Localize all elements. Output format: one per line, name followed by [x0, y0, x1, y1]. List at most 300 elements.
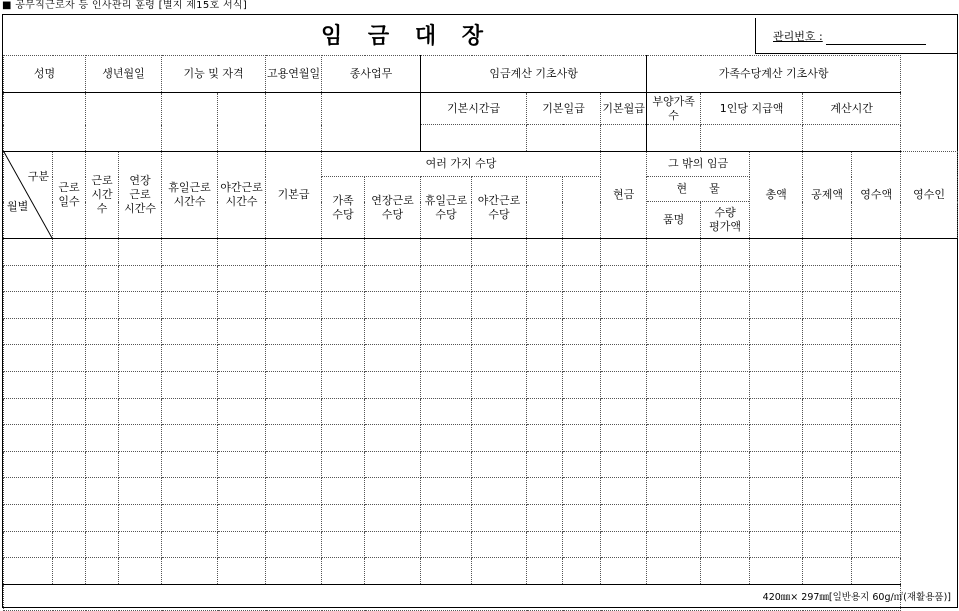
ledger-cell[interactable] — [701, 478, 750, 505]
ledger-cell[interactable] — [803, 292, 852, 319]
ledger-cell[interactable] — [4, 504, 53, 531]
ledger-cell[interactable] — [53, 425, 86, 452]
ledger-cell[interactable] — [750, 265, 803, 292]
ledger-cell[interactable] — [365, 558, 421, 585]
table-row — [4, 531, 958, 558]
ledger-cell[interactable] — [119, 451, 162, 478]
table-row — [4, 451, 958, 478]
ledger-cell[interactable] — [563, 398, 601, 425]
ledger-cell[interactable] — [266, 425, 322, 452]
ledger-cell[interactable] — [119, 398, 162, 425]
form-note: ■ 공무직근로자 등 인사관리 훈령 [별지 제15호 서식] — [2, 0, 248, 11]
ledger-cell[interactable] — [365, 504, 421, 531]
ledger-cell[interactable] — [4, 398, 53, 425]
ledger-cell[interactable] — [472, 558, 527, 585]
ledger-cell[interactable] — [563, 425, 601, 452]
ledger-cell[interactable] — [162, 504, 218, 531]
paper-spec-footer: 420㎜× 297㎜[일반용지 60g/㎡(재활용품)] — [762, 592, 951, 603]
ledger-cell[interactable] — [53, 504, 86, 531]
ledger-cell[interactable] — [421, 292, 472, 319]
ledger-cell[interactable] — [162, 318, 218, 345]
header-wage-basis: 임금계산 기초사항 — [421, 56, 647, 93]
ledger-cell[interactable] — [421, 345, 472, 372]
ledger-cell[interactable] — [563, 371, 601, 398]
ledger-cell[interactable] — [601, 478, 647, 505]
ledger-cell[interactable] — [852, 292, 901, 319]
ledger-cell[interactable] — [119, 531, 162, 558]
ledger-cell[interactable] — [647, 451, 701, 478]
ledger-cell[interactable] — [218, 345, 266, 372]
ledger-cell[interactable] — [803, 345, 852, 372]
ledger-cell[interactable] — [365, 398, 421, 425]
ledger-cell[interactable] — [852, 265, 901, 292]
ledger-cell[interactable] — [563, 504, 601, 531]
ledger-cell[interactable] — [421, 451, 472, 478]
ledger-cell[interactable] — [527, 292, 563, 319]
ledger-cell[interactable] — [162, 531, 218, 558]
ledger-cell[interactable] — [803, 318, 852, 345]
ledger-cell[interactable] — [750, 318, 803, 345]
ledger-cell[interactable] — [701, 239, 750, 266]
ledger-cell[interactable] — [4, 318, 53, 345]
ledger-cell[interactable] — [365, 451, 421, 478]
ledger-cell[interactable] — [563, 318, 601, 345]
ledger-cell[interactable] — [472, 478, 527, 505]
header-job: 종사업무 — [322, 56, 421, 93]
ledger-cell[interactable] — [86, 425, 119, 452]
ledger-cell[interactable] — [472, 345, 527, 372]
ledger-cell[interactable] — [701, 265, 750, 292]
ledger-cell[interactable] — [803, 558, 852, 585]
ledger-cell[interactable] — [852, 239, 901, 266]
ledger-cell[interactable] — [472, 265, 527, 292]
ledger-cell[interactable] — [4, 478, 53, 505]
ledger-cell[interactable] — [647, 345, 701, 372]
ledger-cell[interactable] — [647, 318, 701, 345]
ledger-cell[interactable] — [601, 558, 647, 585]
ledger-cell[interactable] — [53, 239, 86, 266]
ledger-cell[interactable] — [852, 318, 901, 345]
ledger-cell[interactable] — [647, 531, 701, 558]
ledger-cell[interactable] — [162, 265, 218, 292]
ledger-cell[interactable] — [601, 425, 647, 452]
table-row — [4, 504, 958, 531]
ledger-cell[interactable] — [322, 345, 365, 372]
ledger-cell[interactable] — [601, 398, 647, 425]
header-name: 성명 — [4, 56, 86, 93]
ledger-cell[interactable] — [421, 398, 472, 425]
ledger-cell[interactable] — [647, 425, 701, 452]
ledger-cell[interactable] — [162, 558, 218, 585]
ledger-cell[interactable] — [472, 425, 527, 452]
ledger-cell[interactable] — [563, 265, 601, 292]
ledger-cell[interactable] — [322, 504, 365, 531]
ledger-cell[interactable] — [803, 504, 852, 531]
table-row — [4, 345, 958, 372]
ledger-cell[interactable] — [601, 371, 647, 398]
ledger-cell[interactable] — [4, 558, 53, 585]
ledger-cell[interactable] — [266, 371, 322, 398]
ledger-cell[interactable] — [322, 371, 365, 398]
ledger-cell[interactable] — [266, 345, 322, 372]
ledger-cell[interactable] — [4, 345, 53, 372]
header-night-allowance: 야간근로 수당 — [472, 177, 527, 239]
ledger-cell[interactable] — [421, 558, 472, 585]
ledger-cell[interactable] — [86, 265, 119, 292]
ledger-cell[interactable] — [601, 239, 647, 266]
management-number-blank — [826, 44, 926, 45]
ledger-cell[interactable] — [701, 292, 750, 319]
ledger-cell[interactable] — [53, 345, 86, 372]
table-row — [4, 371, 958, 398]
header-holiday-allowance: 휴일근로 수당 — [421, 177, 472, 239]
ledger-cell[interactable] — [852, 504, 901, 531]
ledger-cell[interactable] — [527, 318, 563, 345]
ledger-cell[interactable] — [218, 239, 266, 266]
ledger-cell[interactable] — [86, 398, 119, 425]
ledger-cell[interactable] — [365, 318, 421, 345]
ledger-cell[interactable] — [162, 451, 218, 478]
header-item-name: 품명 — [647, 202, 701, 239]
header-dependents: 부양가족수 — [647, 93, 701, 125]
ledger-cell[interactable] — [322, 558, 365, 585]
ledger-cell[interactable] — [266, 504, 322, 531]
ledger-cell[interactable] — [527, 558, 563, 585]
ledger-cell[interactable] — [322, 398, 365, 425]
table-row — [4, 265, 958, 292]
ledger-cell[interactable] — [750, 531, 803, 558]
ledger-cell[interactable] — [218, 504, 266, 531]
ledger-cell[interactable] — [647, 478, 701, 505]
ledger-cell[interactable] — [218, 292, 266, 319]
diagonal-line — [4, 152, 52, 238]
table-row — [4, 478, 958, 505]
header-total: 총액 — [750, 152, 803, 239]
ledger-cell[interactable] — [647, 558, 701, 585]
ledger-cell[interactable] — [647, 292, 701, 319]
header-monthly: 월별 — [7, 200, 29, 213]
ledger-cell[interactable] — [86, 371, 119, 398]
ledger-cell[interactable] — [527, 345, 563, 372]
ledger-cell[interactable] — [647, 239, 701, 266]
ledger-cell[interactable] — [852, 425, 901, 452]
ledger-cell[interactable] — [472, 371, 527, 398]
ledger-cell[interactable] — [527, 451, 563, 478]
ledger-cell[interactable] — [852, 398, 901, 425]
ledger-cell[interactable] — [53, 265, 86, 292]
ledger-cell[interactable] — [750, 292, 803, 319]
ledger-cell[interactable] — [803, 239, 852, 266]
ledger-cell[interactable] — [472, 398, 527, 425]
ledger-cell[interactable] — [119, 478, 162, 505]
ledger-cell[interactable] — [803, 398, 852, 425]
ledger-cell[interactable] — [472, 504, 527, 531]
ledger-cell[interactable] — [701, 558, 750, 585]
header-allowances: 여러 가지 수당 — [322, 152, 601, 177]
ledger-cell[interactable] — [266, 292, 322, 319]
ledger-cell[interactable] — [421, 478, 472, 505]
header-work-hours: 근로 시간 수 — [86, 152, 119, 239]
header-per-person: 1인당 지급액 — [701, 93, 803, 125]
ledger-cell[interactable] — [527, 478, 563, 505]
table-row — [4, 398, 958, 425]
ledger-cell[interactable] — [119, 239, 162, 266]
ledger-cell[interactable] — [218, 265, 266, 292]
ledger-cell[interactable] — [472, 451, 527, 478]
ledger-cell[interactable] — [119, 558, 162, 585]
ledger-cell[interactable] — [701, 451, 750, 478]
ledger-cell[interactable] — [563, 558, 601, 585]
ledger-cell[interactable] — [563, 292, 601, 319]
ledger-cell[interactable] — [750, 478, 803, 505]
ledger-cell[interactable] — [365, 265, 421, 292]
ledger-cell[interactable] — [852, 478, 901, 505]
ledger-cell[interactable] — [527, 265, 563, 292]
ledger-cell[interactable] — [472, 318, 527, 345]
ledger-cell[interactable] — [218, 558, 266, 585]
ledger-cell[interactable] — [365, 478, 421, 505]
table-row — [4, 292, 958, 319]
management-number-box — [755, 18, 957, 54]
ledger-cell[interactable] — [4, 531, 53, 558]
header-receiver: 영수인 — [901, 152, 958, 239]
ledger-cell[interactable] — [86, 239, 119, 266]
header-base-hourly: 기본시간급 — [421, 93, 527, 125]
ledger-cell[interactable] — [803, 265, 852, 292]
ledger-cell[interactable] — [365, 345, 421, 372]
ledger-cell[interactable] — [852, 345, 901, 372]
ledger-cell[interactable] — [601, 451, 647, 478]
ledger-cell[interactable] — [563, 451, 601, 478]
ledger-cell[interactable] — [53, 478, 86, 505]
ledger-cell[interactable] — [365, 371, 421, 398]
ledger-cell[interactable] — [701, 371, 750, 398]
ledger-cell[interactable] — [750, 558, 803, 585]
header-skill: 기능 및 자격 — [162, 56, 266, 93]
ledger-cell[interactable] — [119, 292, 162, 319]
ledger-cell[interactable] — [803, 531, 852, 558]
ledger-cell[interactable] — [701, 504, 750, 531]
ledger-cell[interactable] — [750, 239, 803, 266]
ledger-cell[interactable] — [803, 425, 852, 452]
header-deduction: 공제액 — [803, 152, 852, 239]
ledger-cell[interactable] — [162, 292, 218, 319]
ledger-cell[interactable] — [218, 425, 266, 452]
header-extended-hours: 연장 근로 시간수 — [119, 152, 162, 239]
ledger-cell[interactable] — [527, 371, 563, 398]
ledger-cell[interactable] — [701, 318, 750, 345]
ledger-cell[interactable] — [322, 451, 365, 478]
ledger-cell[interactable] — [266, 451, 322, 478]
ledger-cell[interactable] — [421, 318, 472, 345]
ledger-cell[interactable] — [53, 451, 86, 478]
ledger-cell[interactable] — [162, 425, 218, 452]
ledger-cell[interactable] — [4, 425, 53, 452]
ledger-cell[interactable] — [322, 318, 365, 345]
ledger-cell[interactable] — [322, 425, 365, 452]
ledger-cell[interactable] — [53, 292, 86, 319]
ledger-cell[interactable] — [53, 318, 86, 345]
ledger-cell[interactable] — [266, 265, 322, 292]
ledger-cell[interactable] — [601, 318, 647, 345]
ledger-cell[interactable] — [322, 265, 365, 292]
ledger-cell[interactable] — [162, 345, 218, 372]
ledger-cell[interactable] — [527, 531, 563, 558]
ledger-cell[interactable] — [852, 531, 901, 558]
ledger-cell[interactable] — [322, 292, 365, 319]
header-work-days: 근로 일수 — [53, 152, 86, 239]
ledger-cell[interactable] — [421, 371, 472, 398]
ledger-cell[interactable] — [218, 371, 266, 398]
ledger-cell[interactable] — [119, 265, 162, 292]
ledger-cell[interactable] — [601, 265, 647, 292]
ledger-cell[interactable] — [322, 239, 365, 266]
ledger-cell[interactable] — [421, 239, 472, 266]
ledger-cell[interactable] — [86, 558, 119, 585]
ledger-cell[interactable] — [162, 239, 218, 266]
ledger-cell[interactable] — [803, 371, 852, 398]
ledger-cell[interactable] — [601, 531, 647, 558]
ledger-cell[interactable] — [266, 398, 322, 425]
ledger-cell[interactable] — [750, 425, 803, 452]
table-row — [4, 239, 958, 266]
ledger-cell[interactable] — [53, 558, 86, 585]
ledger-cell[interactable] — [601, 504, 647, 531]
ledger-cell[interactable] — [119, 345, 162, 372]
header-base-pay: 기본급 — [266, 152, 322, 239]
ledger-cell[interactable] — [750, 398, 803, 425]
ledger-cell[interactable] — [53, 371, 86, 398]
header-hire-date: 고용연월일 — [266, 56, 322, 93]
ledger-cell[interactable] — [601, 345, 647, 372]
ledger-cell[interactable] — [852, 371, 901, 398]
ledger-cell[interactable] — [86, 292, 119, 319]
ledger-cell[interactable] — [119, 425, 162, 452]
ledger-cell[interactable] — [527, 504, 563, 531]
ledger-cell[interactable] — [421, 425, 472, 452]
header-night-hours: 야간근로 시간수 — [218, 152, 266, 239]
header-calc-time: 계산시간 — [803, 93, 901, 125]
ledger-cell[interactable] — [701, 531, 750, 558]
ledger-cell[interactable] — [647, 265, 701, 292]
header-category: 구분 — [27, 170, 49, 183]
ledger-cell[interactable] — [365, 239, 421, 266]
ledger-cell[interactable] — [86, 318, 119, 345]
header-base-daily: 기본일급 — [527, 93, 601, 125]
ledger-cell[interactable] — [421, 504, 472, 531]
ledger-cell[interactable] — [803, 451, 852, 478]
ledger-cell[interactable] — [218, 318, 266, 345]
ledger-cell[interactable] — [701, 345, 750, 372]
ledger-cell[interactable] — [86, 478, 119, 505]
wage-ledger-table — [3, 55, 958, 611]
header-base-monthly: 기본월급 — [601, 93, 647, 125]
header-holiday-hours: 휴일근로 시간수 — [162, 152, 218, 239]
ledger-cell[interactable] — [472, 531, 527, 558]
ledger-cell[interactable] — [119, 504, 162, 531]
ledger-cell[interactable] — [365, 292, 421, 319]
header-qty-value: 수량 평가액 — [701, 202, 750, 239]
header-other-wage: 그 밖의 임금 — [647, 152, 750, 177]
ledger-cell[interactable] — [852, 558, 901, 585]
table-row — [4, 318, 958, 345]
ledger-cell[interactable] — [4, 371, 53, 398]
ledger-cell[interactable] — [4, 451, 53, 478]
ledger-cell[interactable] — [421, 265, 472, 292]
wage-ledger-sheet — [2, 14, 958, 608]
header-family-allowance: 가족 수당 — [322, 177, 365, 239]
ledger-cell[interactable] — [53, 398, 86, 425]
ledger-cell[interactable] — [601, 292, 647, 319]
ledger-cell[interactable] — [218, 531, 266, 558]
ledger-cell[interactable] — [266, 558, 322, 585]
table-row — [4, 425, 958, 452]
ledger-cell[interactable] — [162, 371, 218, 398]
diagonal-header-cell — [4, 152, 53, 239]
table-row — [4, 558, 958, 585]
ledger-cell[interactable] — [266, 239, 322, 266]
ledger-cell[interactable] — [647, 504, 701, 531]
ledger-cell[interactable] — [563, 239, 601, 266]
ledger-cell[interactable] — [218, 478, 266, 505]
ledger-cell[interactable] — [86, 531, 119, 558]
ledger-cell[interactable] — [701, 425, 750, 452]
ledger-cell[interactable] — [563, 531, 601, 558]
ledger-cell[interactable] — [750, 345, 803, 372]
ledger-cell[interactable] — [803, 478, 852, 505]
ledger-cell[interactable] — [86, 504, 119, 531]
ledger-cell[interactable] — [647, 371, 701, 398]
ledger-cell[interactable] — [527, 425, 563, 452]
header-family-basis: 가족수당계산 기초사항 — [647, 56, 901, 93]
ledger-cell[interactable] — [563, 478, 601, 505]
ledger-cell[interactable] — [119, 318, 162, 345]
ledger-cell[interactable] — [218, 398, 266, 425]
ledger-cell[interactable] — [86, 345, 119, 372]
ledger-cell[interactable] — [322, 478, 365, 505]
ledger-cell[interactable] — [53, 531, 86, 558]
ledger-cell[interactable] — [647, 398, 701, 425]
ledger-cell[interactable] — [527, 239, 563, 266]
ledger-cell[interactable] — [266, 531, 322, 558]
header-received-amount: 영수액 — [852, 152, 901, 239]
ledger-cell[interactable] — [365, 425, 421, 452]
ledger-cell[interactable] — [421, 531, 472, 558]
ledger-cell[interactable] — [701, 398, 750, 425]
ledger-cell[interactable] — [750, 504, 803, 531]
ledger-cell[interactable] — [365, 531, 421, 558]
ledger-cell[interactable] — [563, 345, 601, 372]
ledger-cell[interactable] — [86, 451, 119, 478]
ledger-cell[interactable] — [266, 478, 322, 505]
ledger-cell[interactable] — [119, 371, 162, 398]
ledger-cell[interactable] — [266, 318, 322, 345]
ledger-cell[interactable] — [162, 478, 218, 505]
ledger-cell[interactable] — [218, 451, 266, 478]
ledger-cell[interactable] — [852, 451, 901, 478]
ledger-cell[interactable] — [750, 371, 803, 398]
ledger-cell[interactable] — [472, 292, 527, 319]
ledger-cell[interactable] — [472, 239, 527, 266]
header-in-kind: 현 물 — [647, 177, 750, 202]
ledger-cell[interactable] — [4, 239, 53, 266]
ledger-cell[interactable] — [162, 398, 218, 425]
ledger-cell[interactable] — [4, 292, 53, 319]
ledger-cell[interactable] — [750, 451, 803, 478]
ledger-cell[interactable] — [527, 398, 563, 425]
ledger-cell[interactable] — [322, 531, 365, 558]
ledger-cell[interactable] — [4, 265, 53, 292]
